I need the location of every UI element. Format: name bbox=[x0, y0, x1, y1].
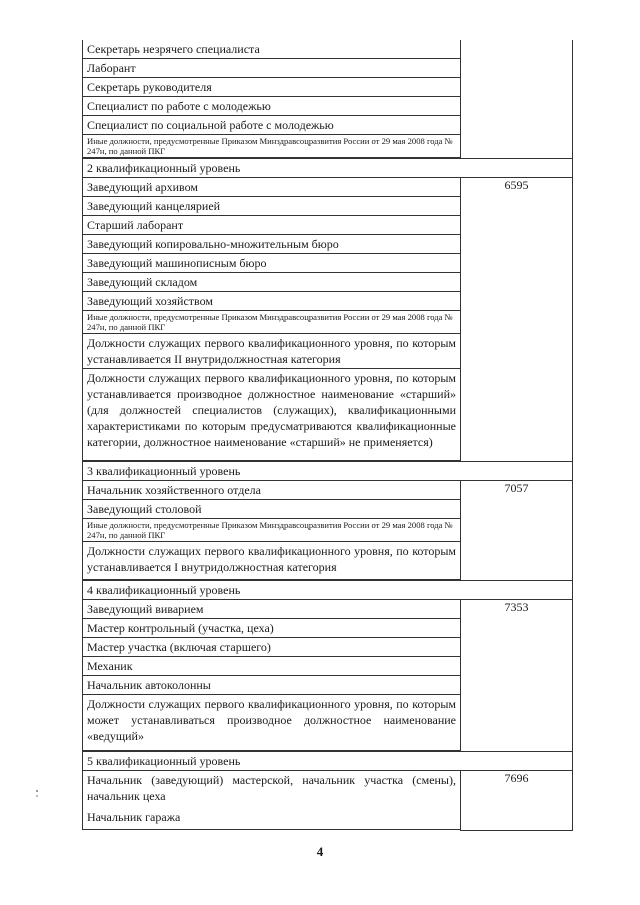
list-item: Старший лаборант bbox=[83, 216, 460, 235]
list-item: Начальник хозяйственного отдела bbox=[83, 481, 460, 500]
list-item: Начальник автоколонны bbox=[83, 676, 460, 695]
list-item: Заведующий копировально-множительным бюро bbox=[83, 235, 460, 254]
list-item: Лаборант bbox=[83, 59, 460, 78]
salary-value-level5: 7696 bbox=[461, 771, 573, 831]
list-item: Мастер контрольный (участка, цеха) bbox=[83, 619, 460, 638]
list-item: Механик bbox=[83, 657, 460, 676]
level-heading-5: 5 квалификационный уровень bbox=[83, 752, 573, 771]
level4-names bbox=[83, 600, 461, 752]
scan-speck bbox=[36, 790, 38, 792]
level-heading-4: 4 квалификационный уровень bbox=[83, 581, 573, 600]
list-item: Заведующий складом bbox=[83, 273, 460, 292]
level2-names bbox=[83, 178, 461, 462]
top-group-names bbox=[83, 40, 461, 159]
list-item: Секретарь незрячего специалиста bbox=[83, 40, 460, 59]
list-item: Заведующий архивом bbox=[83, 178, 460, 197]
list-item: Заведующий хозяйством bbox=[83, 292, 460, 311]
salary-value-level3: 7057 bbox=[461, 481, 573, 581]
list-item-paragraph: Должности служащих первого квалификационного уровня, по которым устанавливается II внутридолжностная категория bbox=[83, 334, 460, 369]
list-item-note: Иные должности, предусмотренные Приказом Минздравсоцразвития России от 29 мая 2008 года № 247н, по данной ПКГ bbox=[83, 311, 460, 334]
list-item: Специалист по работе с молодежью bbox=[83, 97, 460, 116]
list-item: Заведующий столовой bbox=[83, 500, 460, 519]
top-group-salary bbox=[461, 40, 573, 159]
list-item: Специалист по социальной работе с молодежью bbox=[83, 116, 460, 135]
list-item: Заведующий машинописным бюро bbox=[83, 254, 460, 273]
salary-value-level2: 6595 bbox=[461, 178, 573, 462]
list-item: Заведующий канцелярией bbox=[83, 197, 460, 216]
level5-names bbox=[83, 771, 461, 831]
list-item-note: Иные должности, предусмотренные Приказом Минздравсоцразвития России от 29 мая 2008 года № 247н, по данной ПКГ bbox=[83, 519, 460, 542]
list-item-note: Иные должности, предусмотренные Приказом Минздравсоцразвития России от 29 мая 2008 года № 247н, по данной ПКГ bbox=[83, 135, 460, 158]
list-item: Заведующий виварием bbox=[83, 600, 460, 619]
salary-value-level4: 7353 bbox=[461, 600, 573, 752]
list-item-paragraph: Должности служащих первого квалификационного уровня, по которым устанавливается I внутридолжностная категория bbox=[83, 542, 460, 580]
list-item: Секретарь руководителя bbox=[83, 78, 460, 97]
list-item: Мастер участка (включая старшего) bbox=[83, 638, 460, 657]
level-heading-2: 2 квалификационный уровень bbox=[83, 159, 573, 178]
page-number: 4 bbox=[316, 844, 324, 859]
level3-names bbox=[83, 481, 461, 581]
list-item-paragraph: Должности служащих первого квалификационного уровня, по которым устанавливается производное должностное наименование «старший» (для должностей специалистов (служащих), квалификационными характеристиками по которым предусматриваются квалификационные категории, должностное наименование «старший» не применяется) bbox=[83, 369, 460, 461]
level-heading-3: 3 квалификационный уровень bbox=[83, 462, 573, 481]
scan-speck bbox=[36, 795, 38, 797]
position-salary-table bbox=[82, 40, 573, 831]
list-item-paragraph: Должности служащих первого квалификационного уровня, по которым может устанавливаться производное должностное наименование «ведущий» bbox=[83, 695, 460, 751]
list-item-paragraph: Начальник (заведующий) мастерской, начальник участка (смены), начальник цеха bbox=[87, 773, 456, 803]
list-item: Начальник гаража bbox=[83, 808, 460, 830]
